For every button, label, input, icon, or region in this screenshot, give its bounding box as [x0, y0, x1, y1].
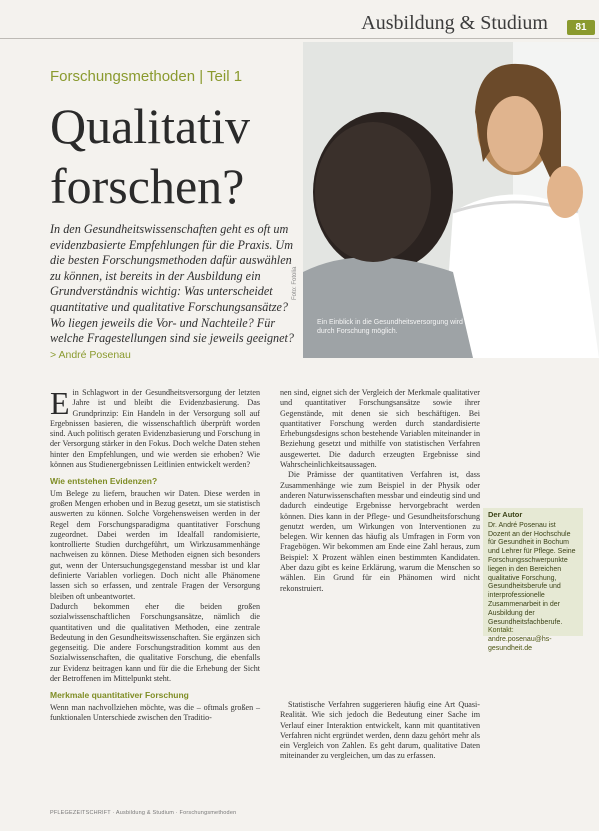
page-footer: PFLEGEZEITSCHRIFT · Ausbildung & Studium · Forschungsmethoden	[50, 810, 237, 816]
drop-cap: E	[50, 385, 70, 421]
paragraph: nen sind, eignet sich der Vergleich der Merkmale qualitativer und quantitativer Forschungsansätze sowie ihrer Gegenstände, mit denen sie sich beschäftigen. Bei quantitativer Forschung werden durch standardisierte Erhebungsdesigns schon bestehende Variablen miteinander in Beziehung gesetzt und mithilfe von statistischen Verfahren ausgewertet. Die dadurch erzeugten Ergebnisse sind Wahrscheinlichkeitsaussagen.	[280, 388, 480, 470]
paragraph: Statistische Verfahren suggerieren häufig eine Art Quasi-Realität. Wie sich jedoch die Bedeutung einer Sache im Verlauf einer Interaktion entwickelt, kann mit quantitativen Verfahren nicht ergründet werden, denn dazu gehört mehr als ein Vergleich von Zahlen. Es geht darum, qualitative Daten miteinander zu vergleichen, um das zu erfassen.	[280, 700, 480, 761]
header-rule	[0, 38, 599, 39]
text-column-2	[280, 388, 480, 594]
article-title	[50, 96, 250, 216]
author-box	[483, 508, 583, 652]
text-column-1	[50, 385, 260, 723]
intro-text: In den Gesundheitswissenschaften geht es oft um evidenzbasierte Empfehlungen für die Praxis. Um die besten Forschungsmethoden dafür auswählen zu können, ist bereits in der Ausbildung ein Grundverständnis wichtig: Was unterscheidet quantitative und qualitative Forschungsansätze? Wo liegen jeweils die Vor- und Nachteile? Für welche Fragestellungen sind sie jeweils geeignet?	[50, 222, 295, 346]
photo-credit: Foto: Fotolia	[292, 266, 298, 300]
paragraph: Wenn man nachvollziehen möchte, was die – oftmals großen – funktionalen Unterschiede zwischen den Traditio-	[50, 702, 260, 722]
subheading-evidence: Wie entstehen Evidenzen?	[50, 476, 158, 487]
article-kicker: Forschungsmethoden | Teil 1	[50, 68, 243, 85]
section-title: Ausbildung & Studium	[361, 12, 548, 34]
paragraph: Um Belege zu liefern, brauchen wir Daten. Diese werden in großen Mengen erhoben und in Bezug gesetzt, um sie statistisch auswerten zu können. Solche Vorgehensweisen werden in der Regel dem Forschungsparadigma quantitativer Forschung zugeordnet. Dabei werden im Idealfall randomisierte, kontrollierte Studien durchgeführt, um Wirkzusammenhänge nachweisen zu können. Diese Methoden eignen sich besonders gut, wenn der Untersuchungsgegenstand messbar ist und klar definierte Variablen vorliegen. Doch nicht alle Phänomene lassen sich so erfassen, und zentrale Fragen der Versorgung bleiben oft unbeantwortet.	[50, 488, 260, 601]
text-column-2-lower	[280, 700, 480, 762]
title-line-2: forschen?	[50, 158, 245, 214]
photo-caption: Ein Einblick in die Gesundheitsversorgung wird durch Forschung möglich.	[317, 319, 463, 335]
paragraph-text: in Schlagwort in der Gesundheitsversorgung der letzten Jahre ist und bleibt die Evidenzbasierung. Das Grundprinzip: Ein Handeln in der Versorgung soll auf Ergebnissen basieren, die wissenschaftlich überprüft worden sind. Auch politisch geraten Evidenzbasierung und Forschung in der Versorgung stärker in den Fokus. Doch welche Daten stehen hinter den Empfehlungen, und wie werden sie erhoben? Wie können aus Studienergebnissen Leitlinien entwickelt werden?	[50, 388, 260, 470]
author-line: > André Posenau	[50, 348, 131, 361]
author-box-text: Dr. André Posenau ist Dozent an der Hochschule für Gesundheit in Bochum und Lehrer für Pflege. Seine Forschungsschwerpunkte liegen in den Bereichen qualitative Forschung, Gesundheitsberufe und interprofessionelle Zusammenarbeit in der Ausbildung der Gesundheitsfachberufe.	[488, 521, 576, 626]
author-email[interactable]: Kontakt: andre.posenau@hs-gesundheit.de	[488, 627, 552, 652]
paragraph-intro	[50, 385, 260, 470]
page-number: 81	[567, 20, 595, 35]
paragraph: Die Prämisse der quantitativen Verfahren ist, dass Zusammenhänge wie zum Beispiel in der Physik oder anderen Naturwissenschaften messbar und eindeutig sind und dadurch eindeutige Ergebnisse hervorgebracht werden können. Dies kann in der Pflege- und Gesundheitsforschung genutzt werden, um Wirkungen von Interventionen zu belegen. Wir kennen das häufig als Umfragen in Form von Fragebögen. Wir bekommen am Ende eine Zahl heraus, zum Beispiel: X Prozent wählen einen bestimmten Kandidaten. Aber dazu gibt es keine Erklärung, warum die Menschen so wählen. Ein Grund für ein Phänomen wird nicht rekonstruiert.	[280, 470, 480, 593]
article-photo	[303, 42, 599, 358]
paragraph: Dadurch bekommen eher die beiden großen sozialwissenschaftlichen Forschungsansätze, nämlich die quantitativen und die qualitativen Methoden, eine zentrale Bedeutung in den Gesundheitswissenschaften. Sie ergänzen sich gegenseitig. Die andere Forschungstradition kommt aus den Sozialwissenschaften, die qualitative Forschung, die ebenfalls zur Evidenz beitragen kann und für die die Erhebung der Sicht der Betroffenen im Mittelpunkt steht.	[50, 601, 260, 684]
subheading-quantitative: Merkmale quantitativer Forschung	[50, 690, 189, 701]
title-line-1: Qualitativ	[50, 98, 250, 154]
article-intro	[50, 222, 295, 363]
photo-illustration	[303, 42, 599, 358]
author-box-title: Der Autor	[488, 510, 523, 519]
